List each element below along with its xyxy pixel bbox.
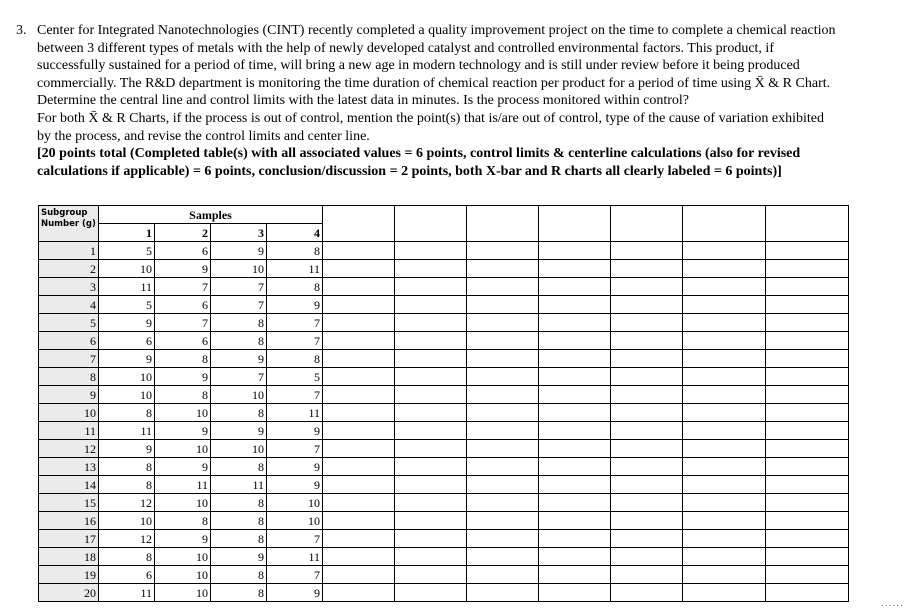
blank-cell [539, 260, 611, 278]
blank-cell [467, 242, 539, 260]
blank-cell [395, 368, 467, 386]
blank-cell [766, 458, 849, 476]
blank-cell [323, 584, 395, 602]
blank-cell [766, 512, 849, 530]
sample-value: 8 [211, 332, 267, 350]
blank-cell [766, 584, 849, 602]
table-row [39, 350, 849, 368]
table-row [39, 314, 849, 332]
sample-value: 8 [155, 512, 211, 530]
sample-value: 10 [211, 386, 267, 404]
subgroup-number: 18 [39, 548, 99, 566]
sample-value: 10 [155, 548, 211, 566]
sample-value: 10 [155, 440, 211, 458]
sample-value: 6 [155, 242, 211, 260]
data-table [38, 205, 849, 602]
sample-value: 7 [267, 332, 323, 350]
blank-cell [467, 458, 539, 476]
blank-cell [539, 386, 611, 404]
blank-cell [683, 512, 766, 530]
sample-value: 10 [211, 260, 267, 278]
blank-cell [323, 458, 395, 476]
blank-cell [323, 296, 395, 314]
subgroup-number: 2 [39, 260, 99, 278]
blank-cell [395, 206, 467, 242]
sample-value: 7 [155, 314, 211, 332]
blank-cell [766, 386, 849, 404]
blank-cell [323, 548, 395, 566]
blank-cell [323, 422, 395, 440]
blank-cell [766, 206, 849, 242]
question-text [37, 22, 896, 180]
blank-cell [611, 278, 683, 296]
question-line: Center for Integrated Nanotechnologies (CINT) recently completed a quality improvement project on the time to complete a chemical reaction [37, 23, 836, 38]
blank-cell [395, 512, 467, 530]
blank-cell [539, 368, 611, 386]
sample-value: 8 [267, 350, 323, 368]
blank-cell [766, 440, 849, 458]
blank-cell [766, 350, 849, 368]
sample-value: 10 [155, 584, 211, 602]
sample-value: 9 [267, 296, 323, 314]
sample-value: 11 [99, 422, 155, 440]
blank-cell [539, 512, 611, 530]
blank-cell [683, 386, 766, 404]
sample-value: 6 [155, 332, 211, 350]
sample-value: 9 [211, 242, 267, 260]
question-line: between 3 different types of metals with the help of newly developed catalyst and controlled environmental factors. This product, if [37, 40, 774, 56]
blank-cell [683, 206, 766, 242]
blank-cell [611, 386, 683, 404]
blank-cell [395, 566, 467, 584]
subgroup-header: Subgroup Number (g) [39, 206, 99, 242]
blank-cell [683, 242, 766, 260]
sample-value: 11 [267, 260, 323, 278]
blank-cell [395, 296, 467, 314]
blank-cell [766, 296, 849, 314]
blank-cell [539, 242, 611, 260]
sample-value: 9 [211, 548, 267, 566]
blank-cell [611, 242, 683, 260]
sample-value: 7 [267, 566, 323, 584]
sample-value: 10 [99, 368, 155, 386]
samples-header: Samples [99, 206, 323, 224]
sample-value: 6 [155, 296, 211, 314]
blank-cell [683, 476, 766, 494]
blank-cell [539, 440, 611, 458]
blank-cell [395, 494, 467, 512]
blank-cell [323, 386, 395, 404]
sample-value: 10 [99, 512, 155, 530]
blank-cell [683, 458, 766, 476]
blank-cell [323, 260, 395, 278]
blank-cell [467, 530, 539, 548]
sample-value: 9 [267, 422, 323, 440]
sample-value: 9 [155, 458, 211, 476]
sample-value: 11 [267, 404, 323, 422]
blank-cell [323, 404, 395, 422]
corner-dots: ...... [880, 599, 904, 609]
blank-cell [539, 476, 611, 494]
sample-value: 10 [211, 440, 267, 458]
table-header-row [39, 206, 849, 224]
sample-value: 9 [99, 314, 155, 332]
blank-cell [539, 494, 611, 512]
sample-value: 8 [211, 566, 267, 584]
subgroup-number: 8 [39, 368, 99, 386]
blank-cell [467, 278, 539, 296]
subgroup-number: 10 [39, 404, 99, 422]
sample-value: 7 [211, 278, 267, 296]
blank-cell [395, 548, 467, 566]
blank-cell [611, 440, 683, 458]
sample-value: 8 [267, 242, 323, 260]
table-row [39, 386, 849, 404]
sample-value: 10 [155, 494, 211, 512]
blank-cell [766, 476, 849, 494]
blank-cell [539, 422, 611, 440]
blank-cell [683, 584, 766, 602]
sample-value: 8 [211, 512, 267, 530]
subgroup-number: 13 [39, 458, 99, 476]
blank-cell [395, 278, 467, 296]
blank-cell [766, 422, 849, 440]
subgroup-number: 19 [39, 566, 99, 584]
sample-value: 8 [211, 314, 267, 332]
sample-value: 8 [99, 458, 155, 476]
blank-cell [395, 386, 467, 404]
blank-cell [766, 314, 849, 332]
question-line: For both X̄ & R Charts, if the process is out of control, mention the point(s) that is/are out of control, type of the cause of variation exhibited [37, 110, 824, 126]
sample-value: 9 [211, 422, 267, 440]
blank-cell [467, 260, 539, 278]
blank-cell [766, 332, 849, 350]
blank-cell [766, 404, 849, 422]
blank-cell [611, 566, 683, 584]
blank-cell [683, 404, 766, 422]
blank-cell [323, 242, 395, 260]
blank-cell [467, 296, 539, 314]
blank-cell [683, 278, 766, 296]
blank-cell [683, 332, 766, 350]
sample-value: 8 [99, 476, 155, 494]
blank-cell [467, 512, 539, 530]
blank-cell [683, 494, 766, 512]
sample-value: 10 [267, 494, 323, 512]
table-row [39, 512, 849, 530]
sample-value: 10 [155, 566, 211, 584]
sample-value: 9 [99, 440, 155, 458]
blank-cell [683, 260, 766, 278]
blank-cell [323, 368, 395, 386]
table-row [39, 458, 849, 476]
blank-cell [539, 206, 611, 242]
blank-cell [395, 314, 467, 332]
blank-cell [611, 494, 683, 512]
blank-cell [766, 278, 849, 296]
table-row [39, 368, 849, 386]
sample-value: 8 [99, 404, 155, 422]
subgroup-number: 12 [39, 440, 99, 458]
sample-value: 11 [211, 476, 267, 494]
blank-cell [611, 422, 683, 440]
sample-number: 3 [211, 224, 267, 242]
table-row [39, 242, 849, 260]
table-row [39, 566, 849, 584]
points-line: calculations if applicable) = 6 points, conclusion/discussion = 2 points, both X-bar and R charts all clearly labeled = 6 points)] [37, 163, 782, 179]
blank-cell [683, 350, 766, 368]
sample-value: 7 [211, 296, 267, 314]
sample-value: 8 [267, 278, 323, 296]
sample-value: 11 [99, 584, 155, 602]
sample-value: 12 [99, 494, 155, 512]
blank-cell [611, 206, 683, 242]
blank-cell [683, 296, 766, 314]
blank-cell [766, 260, 849, 278]
blank-cell [395, 242, 467, 260]
blank-cell [395, 422, 467, 440]
sample-value: 8 [99, 548, 155, 566]
blank-cell [766, 530, 849, 548]
sample-value: 5 [267, 368, 323, 386]
blank-cell [395, 440, 467, 458]
table-row [39, 548, 849, 566]
sample-value: 10 [267, 512, 323, 530]
blank-cell [467, 566, 539, 584]
subgroup-number: 16 [39, 512, 99, 530]
blank-cell [395, 404, 467, 422]
subgroup-number: 14 [39, 476, 99, 494]
sample-value: 7 [267, 314, 323, 332]
blank-cell [611, 404, 683, 422]
sample-value: 8 [211, 494, 267, 512]
table-row [39, 332, 849, 350]
blank-cell [323, 278, 395, 296]
table-row [39, 584, 849, 602]
sample-value: 9 [211, 350, 267, 368]
blank-cell [683, 314, 766, 332]
question-line: commercially. The R&D department is monitoring the time duration of chemical reaction per product for a period of time using X̄ & R Chart. [37, 75, 831, 91]
sample-value: 8 [211, 530, 267, 548]
subgroup-number: 15 [39, 494, 99, 512]
blank-cell [395, 350, 467, 368]
blank-cell [611, 458, 683, 476]
blank-cell [467, 584, 539, 602]
subgroup-number: 9 [39, 386, 99, 404]
blank-cell [467, 332, 539, 350]
table-row [39, 530, 849, 548]
sample-value: 8 [155, 350, 211, 368]
question-block [16, 22, 896, 180]
blank-cell [467, 422, 539, 440]
subgroup-number: 4 [39, 296, 99, 314]
blank-cell [539, 548, 611, 566]
table-row [39, 296, 849, 314]
blank-cell [611, 260, 683, 278]
sample-value: 8 [211, 404, 267, 422]
table-row [39, 278, 849, 296]
table-row [39, 476, 849, 494]
blank-cell [395, 584, 467, 602]
blank-cell [611, 512, 683, 530]
subgroup-number: 1 [39, 242, 99, 260]
subgroup-number: 5 [39, 314, 99, 332]
sample-value: 7 [267, 386, 323, 404]
sample-value: 5 [99, 296, 155, 314]
blank-cell [611, 296, 683, 314]
sample-value: 9 [267, 476, 323, 494]
sample-value: 11 [99, 278, 155, 296]
sample-value: 6 [99, 332, 155, 350]
blank-cell [539, 404, 611, 422]
blank-cell [323, 440, 395, 458]
sample-value: 7 [267, 530, 323, 548]
sample-value: 5 [99, 242, 155, 260]
subgroup-number: 20 [39, 584, 99, 602]
blank-cell [323, 350, 395, 368]
table-row [39, 422, 849, 440]
blank-cell [323, 476, 395, 494]
blank-cell [539, 584, 611, 602]
subgroup-number: 17 [39, 530, 99, 548]
sample-value: 12 [99, 530, 155, 548]
table-row [39, 440, 849, 458]
blank-cell [467, 386, 539, 404]
blank-cell [539, 296, 611, 314]
sample-value: 10 [99, 260, 155, 278]
blank-cell [766, 566, 849, 584]
blank-cell [611, 548, 683, 566]
blank-cell [539, 332, 611, 350]
sample-value: 10 [99, 386, 155, 404]
question-line: Determine the central line and control limits with the latest data in minutes. Is the process monitored within control? [37, 93, 689, 109]
blank-cell [683, 368, 766, 386]
blank-cell [683, 422, 766, 440]
points-line: [20 points total (Completed table(s) with all associated values = 6 points, control limits & centerline calculations (also for revised [37, 146, 801, 162]
sample-number: 1 [99, 224, 155, 242]
table-row [39, 260, 849, 278]
blank-cell [323, 512, 395, 530]
sample-value: 8 [211, 584, 267, 602]
sample-value: 10 [155, 404, 211, 422]
blank-cell [467, 368, 539, 386]
blank-cell [766, 548, 849, 566]
subgroup-number: 7 [39, 350, 99, 368]
sample-value: 11 [155, 476, 211, 494]
blank-cell [766, 242, 849, 260]
question-number: 3. [16, 23, 27, 38]
blank-cell [467, 314, 539, 332]
blank-cell [539, 350, 611, 368]
sample-value: 6 [99, 566, 155, 584]
blank-cell [539, 278, 611, 296]
blank-cell [467, 476, 539, 494]
subgroup-number: 3 [39, 278, 99, 296]
blank-cell [323, 494, 395, 512]
blank-cell [323, 566, 395, 584]
blank-cell [395, 458, 467, 476]
sample-value: 9 [155, 530, 211, 548]
blank-cell [766, 494, 849, 512]
sample-value: 8 [211, 458, 267, 476]
sample-number: 4 [267, 224, 323, 242]
sample-value: 9 [267, 584, 323, 602]
blank-cell [539, 314, 611, 332]
blank-cell [683, 566, 766, 584]
blank-cell [611, 314, 683, 332]
blank-cell [323, 206, 395, 242]
blank-cell [611, 350, 683, 368]
blank-cell [467, 404, 539, 422]
sample-value: 9 [99, 350, 155, 368]
blank-cell [323, 332, 395, 350]
sample-value: 7 [155, 278, 211, 296]
sample-value: 7 [267, 440, 323, 458]
blank-cell [683, 548, 766, 566]
blank-cell [611, 476, 683, 494]
question-line: by the process, and revise the control limits and center line. [37, 128, 370, 144]
subgroup-number: 11 [39, 422, 99, 440]
blank-cell [683, 440, 766, 458]
sample-value: 9 [155, 260, 211, 278]
blank-cell [766, 368, 849, 386]
blank-cell [467, 440, 539, 458]
blank-cell [467, 206, 539, 242]
sample-value: 9 [267, 458, 323, 476]
blank-cell [611, 332, 683, 350]
blank-cell [611, 530, 683, 548]
blank-cell [395, 530, 467, 548]
blank-cell [395, 476, 467, 494]
blank-cell [323, 314, 395, 332]
subgroup-number: 6 [39, 332, 99, 350]
blank-cell [539, 458, 611, 476]
blank-cell [467, 494, 539, 512]
blank-cell [467, 350, 539, 368]
blank-cell [467, 548, 539, 566]
blank-cell [539, 530, 611, 548]
blank-cell [683, 530, 766, 548]
table-row [39, 494, 849, 512]
blank-cell [539, 566, 611, 584]
sample-value: 7 [211, 368, 267, 386]
sample-number: 2 [155, 224, 211, 242]
sample-value: 9 [155, 368, 211, 386]
sample-value: 9 [155, 422, 211, 440]
blank-cell [611, 584, 683, 602]
blank-cell [323, 530, 395, 548]
table-row [39, 404, 849, 422]
blank-cell [395, 260, 467, 278]
blank-cell [395, 332, 467, 350]
blank-cell [611, 368, 683, 386]
question-line: successfully sustained for a period of time, will bring a new age in modern technology and is still under review before it being produced [37, 58, 800, 74]
sample-value: 11 [267, 548, 323, 566]
sample-value: 8 [155, 386, 211, 404]
